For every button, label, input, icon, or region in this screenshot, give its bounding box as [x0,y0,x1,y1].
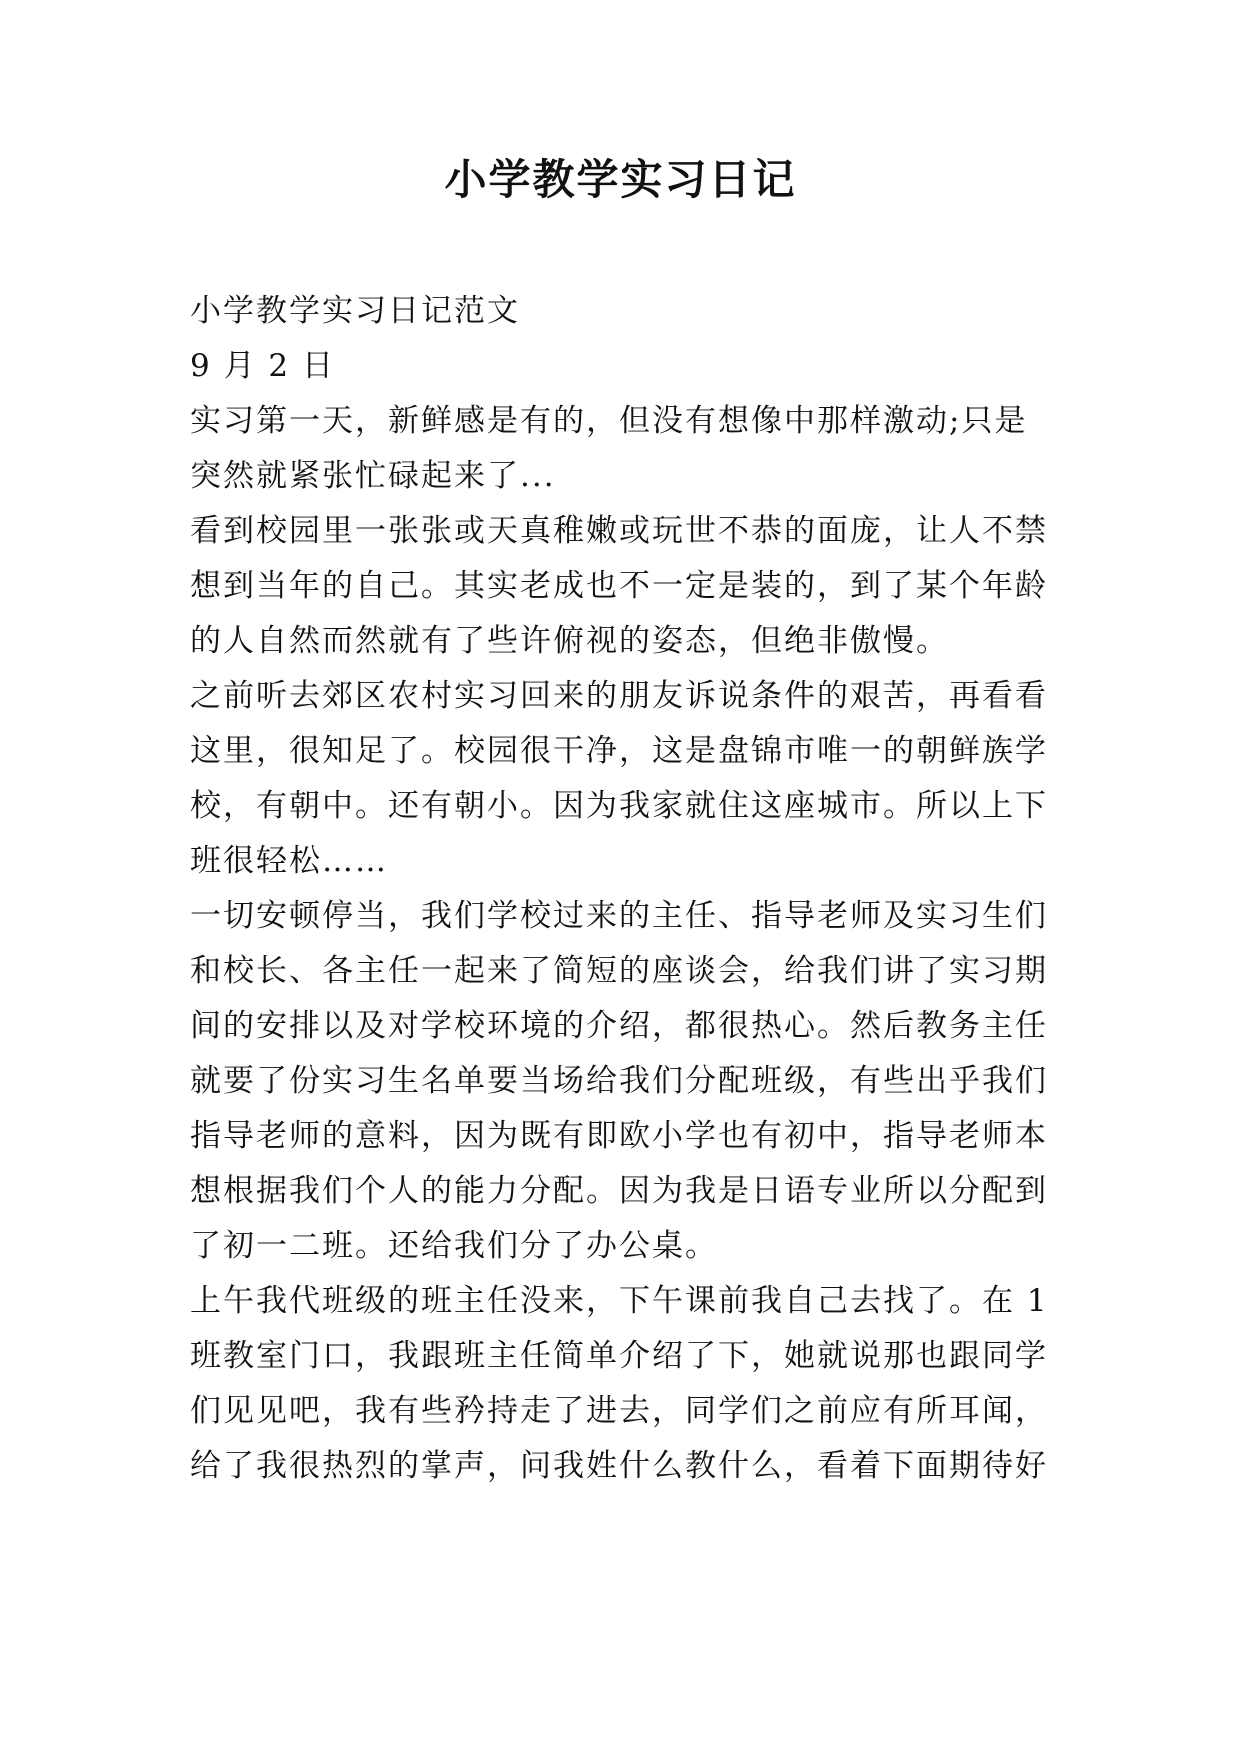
text-line-date: 9 月 2 日 [190,348,336,384]
text-line: 给了我很热烈的掌声，问我姓什么教什么，看着下面期待好 [190,1448,1048,1484]
document-title: 小学教学实习日记 [444,155,797,204]
text-line: 们见见吧，我有些矜持走了进去，同学们之前应有所耳闻， [190,1393,1048,1429]
text-line: 的人自然而然就有了些许俯视的姿态，但绝非傲慢。 [190,623,949,659]
text-line: 看到校园里一张张或天真稚嫩或玩世不恭的面庞，让人不禁 [190,513,1048,549]
text-line: 这里，很知足了。校园很干净，这是盘锦市唯一的朝鲜族学 [190,733,1048,769]
text-line-subtitle: 小学教学实习日记范文 [190,293,520,329]
text-line: 一切安顿停当，我们学校过来的主任、指导老师及实习生们 [190,898,1048,934]
text-line: 班很轻松…… [190,843,388,879]
text-line: 指导老师的意料，因为既有即欧小学也有初中，指导老师本 [190,1118,1048,1154]
text-line: 就要了份实习生名单要当场给我们分配班级，有些出乎我们 [190,1063,1048,1099]
text-line: 突然就紧张忙碌起来了... [190,458,556,494]
document-body [190,284,1060,1494]
text-line: 了初一二班。还给我们分了办公桌。 [190,1228,718,1264]
text-line: 和校长、各主任一起来了简短的座谈会，给我们讲了实习期 [190,953,1048,989]
text-line: 校，有朝中。还有朝小。因为我家就住这座城市。所以上下 [190,788,1048,824]
text-line: 班教室门口，我跟班主任简单介绍了下，她就说那也跟同学 [190,1338,1048,1374]
text-line: 实习第一天，新鲜感是有的，但没有想像中那样激动;只是 [190,403,1028,439]
text-line: 之前听去郊区农村实习回来的朋友诉说条件的艰苦，再看看 [190,678,1048,714]
text-line: 想根据我们个人的能力分配。因为我是日语专业所以分配到 [190,1173,1048,1209]
text-line: 间的安排以及对学校环境的介绍，都很热心。然后教务主任 [190,1008,1048,1044]
text-line: 上午我代班级的班主任没来，下午课前我自己去找了。在 1 [190,1283,1049,1319]
text-line: 想到当年的自己。其实老成也不一定是装的，到了某个年龄 [190,568,1048,604]
